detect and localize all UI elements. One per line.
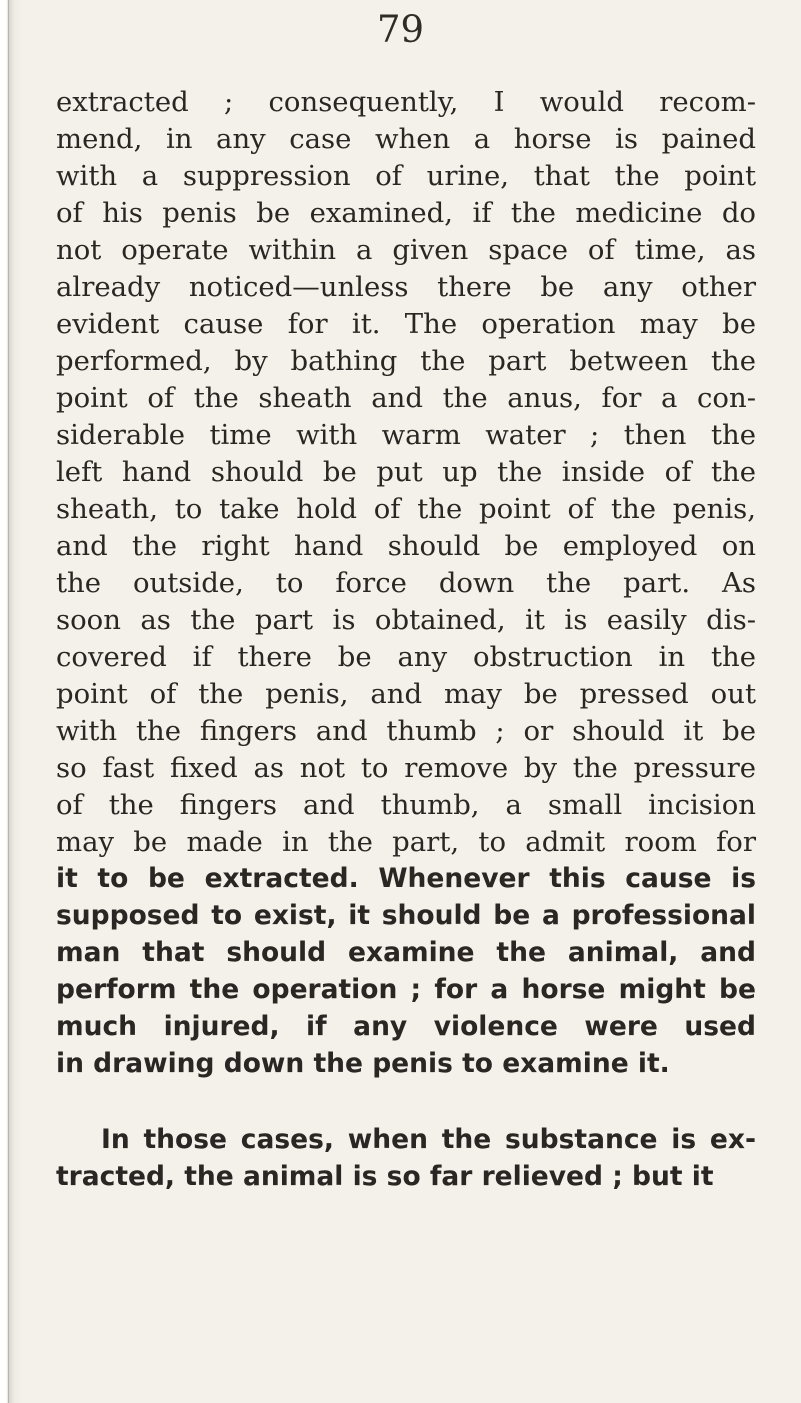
text-line: supposed to exist, it should be a professional [56,900,756,931]
text-line: extracted ; consequently, I would recom- [56,86,756,118]
text-line: of the fingers and thumb, a small incision [56,789,756,821]
text-line: siderable time with warm water ; then the [56,419,756,451]
text-line: left hand should be put up the inside of the [56,456,756,488]
text-line: already noticed—unless there be any other [56,271,756,303]
text-line: perform the operation ; for a horse might be [56,974,756,1005]
text-line: point of the penis, and may be pressed out [56,678,756,710]
text-line: the outside, to force down the part. As [56,567,756,599]
page-number: 79 [376,8,425,51]
text-line: in drawing down the penis to examine it. [56,1048,670,1079]
text-line: performed, by bathing the part between the [56,345,756,377]
text-line: covered if there be any obstruction in the [56,641,756,673]
text-line: and the right hand should be employed on [56,530,756,562]
text-line: sheath, to take hold of the point of the penis, [56,493,756,525]
text-line: evident cause for it. The operation may be [56,308,756,340]
text-line: point of the sheath and the anus, for a con- [56,382,756,414]
text-line: with the fingers and thumb ; or should it be [56,715,756,747]
text-line: it to be extracted. Whenever this cause is [56,863,756,894]
text-line: of his penis be examined, if the medicine do [56,197,756,229]
text-line: man that should examine the animal, and [56,937,756,968]
text-line: not operate within a given space of time, as [56,234,756,266]
text-line: so fast fixed as not to remove by the pressure [56,752,756,784]
text-line: soon as the part is obtained, it is easily dis- [56,604,756,636]
text-line: mend, in any case when a horse is pained [56,123,756,155]
text-line: may be made in the part, to admit room for [56,826,756,858]
text-line: In those cases, when the substance is ex- [101,1124,756,1155]
text-line: tracted, the animal is so far relieved ; but it [56,1161,714,1192]
text-line: much injured, if any violence were used [56,1011,756,1042]
text-line: with a suppression of urine, that the point [56,160,756,192]
